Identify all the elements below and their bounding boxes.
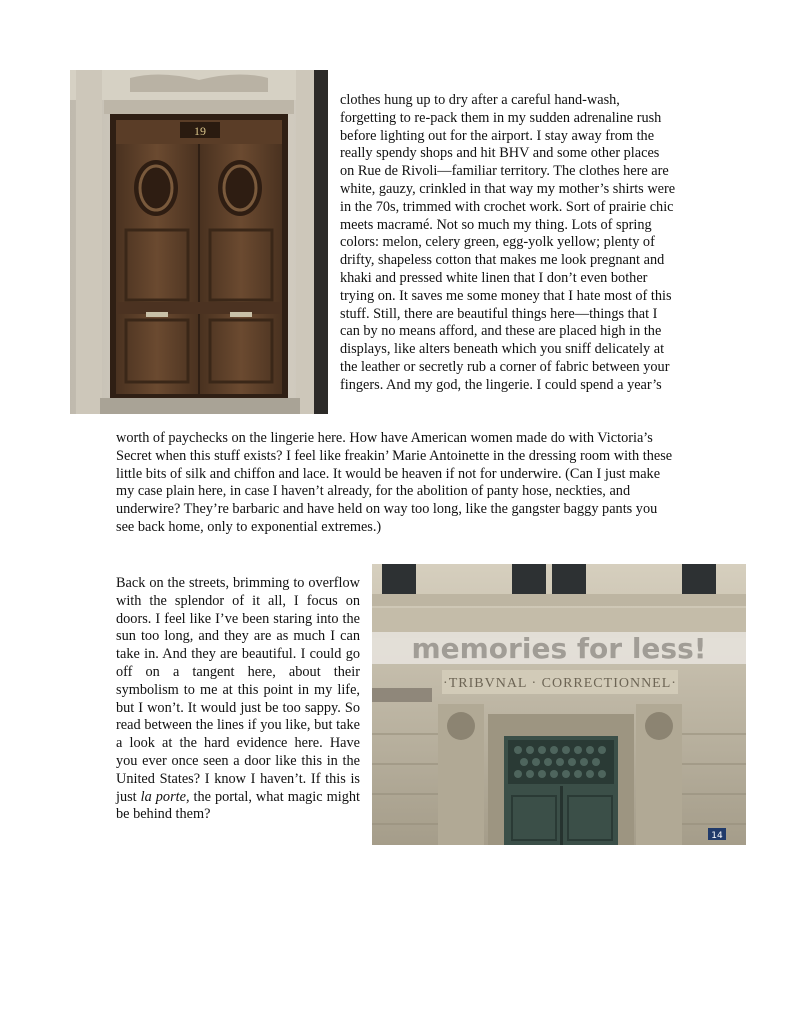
tribunal-address-number: 14 xyxy=(711,831,723,841)
paragraph-lingerie-text: worth of paychecks on the lingerie here. How have American women made do with Victoria’s Secret when this stuff exists? I feel like freakin’ Marie Antoinette in the dressing room with these little bits of silk and chiffon and lace. It would be heaven if not for underwire. (Can I just make my case plain here, in case I haven’t already, for the abolition of panty hose, neckties, and underwire? They’re barbaric and have held on way too long, like the gangster baggy pants you see back home, only to exponential extremes.) xyxy=(116,430,673,535)
tribunal-photo xyxy=(372,564,746,845)
paragraph-doors-text: Back on the streets, brimming to overflow with the splendor of it all, I focus on doors. I feel like I’ve been staring into the sun too long, and they are as much I can take in. And they are beautiful. I could go off on a tangent here, about their symbolism to me at this point in my life, but I won’t. It would just be too sappy. So read between the lines if you like, but take a look at the hard evidence here. Have you ever once seen a door like this in the United States? I know I haven’t. If this is just xyxy=(116,575,360,805)
tribunal-inscription: ·TRIBVNAL · CORRECTIONNEL· xyxy=(443,676,677,691)
paragraph-doors-ending: the portal, what magic might be behind them? xyxy=(116,788,360,823)
door-photo xyxy=(70,70,328,414)
paragraph-doors xyxy=(116,575,360,824)
paragraph-doors-italic: la porte, xyxy=(140,788,190,805)
photo-watermark: memories for less! xyxy=(411,632,707,665)
paragraph-lingerie xyxy=(116,430,676,537)
paragraph-shopping: clothes hung up to dry after a careful hand-wash, forgetting to re-pack them in my sudden adrenaline rush before lighting out for the airport. I stay away from the really spendy shops and hit BHV and some other places on Rue de Rivoli—familiar territory. The clothes here are white, gauzy, crinkled in that way my mother’s shirts were in the 70s, trimmed with crochet work. Sort of prairie chic meets macramé. Not so much my thing. Lots of spring colors: melon, celery green, egg-yolk yellow; plenty of drifty, shapeless cotton that makes me look pregnant and khaki and pressed white linen that I don’t even bother trying on. It saves me some money that I hate most of this stuff. Still, there are beautiful things here—things that I can by no means afford, and these are placed high in the displays, like alters beneath which you sniff delicately at the leather or secretly rub a corner of fabric between your fingers. And my god, the lingerie. I could spend a year’s xyxy=(340,92,676,393)
wooden-door-image xyxy=(70,70,328,414)
tribunal-facade-image xyxy=(372,564,746,845)
door-address-number: 19 xyxy=(194,124,206,138)
